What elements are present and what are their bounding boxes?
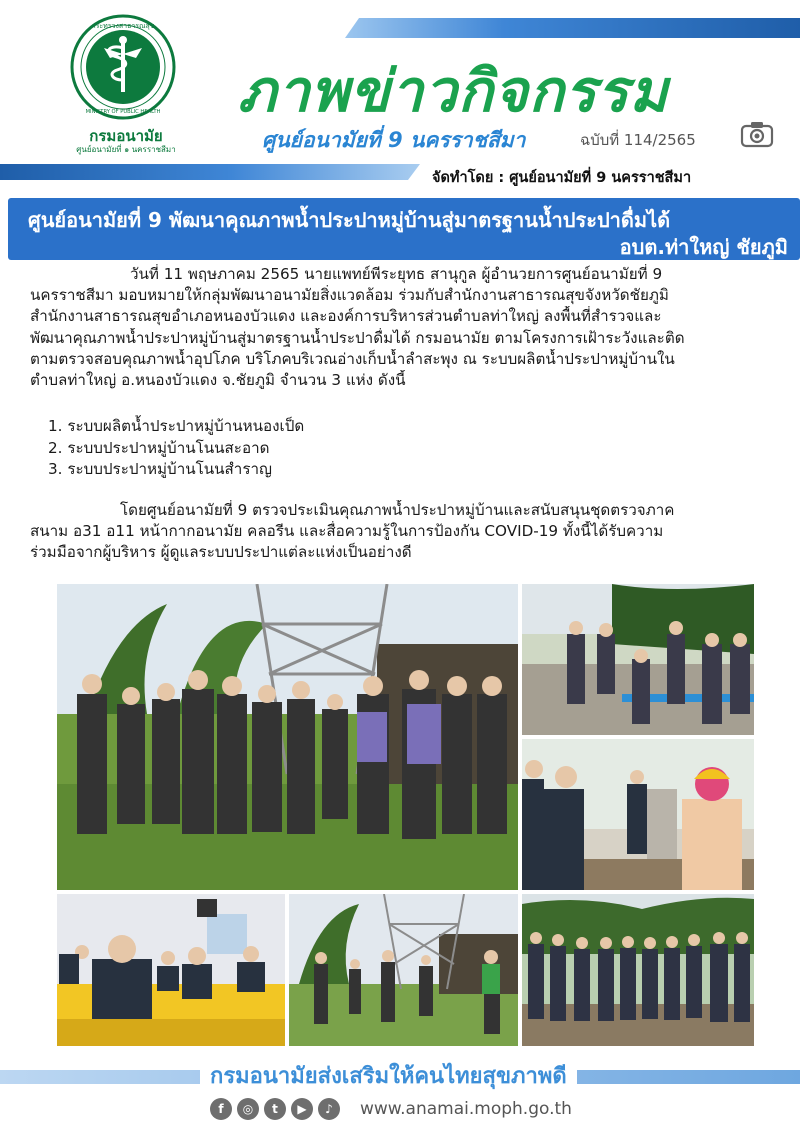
water-system-list <box>48 416 304 481</box>
paragraph-line: สนาม อ31 อ11 หน้ากากอนามัย คลอรีน และสื่อความรู้ในการป้องกัน COVID-19 ทั้งนี้ได้รับความ <box>30 522 664 541</box>
photo-meeting <box>57 894 285 1046</box>
header-bottom-stripe <box>0 164 420 180</box>
paragraph-intro <box>30 264 786 391</box>
logo-ring-bottom: MINISTRY OF PUBLIC HEALTH <box>85 109 161 115</box>
facebook-icon[interactable]: f <box>210 1098 232 1120</box>
headline-line-2: อบต.ท่าใหญ่ ชัยภูมิ <box>619 235 788 259</box>
line-icon[interactable]: ◎ <box>237 1098 259 1120</box>
photo-inspection-pipes <box>522 584 754 735</box>
footer-slogan: กรมอนามัยส่งเสริมให้คนไทยสุขภาพดี <box>200 1058 577 1093</box>
org-sub: ศูนย์อนามัยที่ ๑ นครราชสีมา <box>76 145 176 154</box>
paragraph-support <box>30 500 786 564</box>
social-links <box>210 1098 340 1120</box>
paragraph-line: ร่วมมือจากผู้บริหาร ผู้ดูแลระบบประปาแต่ละแห่งเป็นอย่างดี <box>30 543 412 562</box>
twitter-icon[interactable]: t <box>264 1098 286 1120</box>
organizer-credit: จัดทำโดย : ศูนย์อนามัยที่ 9 นครราชสีมา <box>432 170 692 186</box>
photo-group-tower <box>57 584 518 890</box>
paragraph-line: สำนักงานสาธารณสุขอำเภอหนองบัวแดง และองค์การบริหารส่วนตำบลท่าใหญ่ ลงพื้นที่สำรวจและ <box>30 307 662 326</box>
paragraph-line: พัฒนาคุณภาพน้ำประปาหมู่บ้านสู่มาตรฐานน้ำประปาดื่มได้ กรมอนามัย ตามโครงการเฝ้าระวังและติด <box>30 328 685 347</box>
headline-line-1: ศูนย์อนามัยที่ 9 พัฒนาคุณภาพน้ำประปาหมู่บ้านสู่มาตรฐานน้ำประปาดื่มได้ <box>28 208 671 232</box>
paragraph-line: นครราชสีมา มอบหมายให้กลุ่มพัฒนาอนามัยสิ่งแวดล้อม ร่วมกับสำนักงานสาธารณสุขจังหวัดชัยภูมิ <box>30 286 669 305</box>
header-top-stripe <box>345 18 800 38</box>
tiktok-icon[interactable]: ♪ <box>318 1098 340 1120</box>
camera-icon <box>740 120 774 148</box>
page-subtitle: ศูนย์อนามัยที่ 9 นครราชสีมา <box>262 128 526 152</box>
paragraph-line: วันที่ 11 พฤษภาคม 2565 นายแพทย์พีระยุทธ สานุกูล ผู้อำนวยการศูนย์อนามัยที่ 9 <box>130 265 663 283</box>
paragraph-line: โดยศูนย์อนามัยที่ 9 ตรวจประเมินคุณภาพน้ำประปาหมู่บ้านและสนับสนุนชุดตรวจภาค <box>120 501 675 519</box>
org-name: กรมอนามัย <box>89 127 163 145</box>
page-title: ภาพข่าวกิจกรรม <box>238 57 669 125</box>
photo-group-field-2 <box>522 894 754 1046</box>
list-item: 3. ระบบประปาหมู่บ้านโนนสำราญ <box>48 460 272 478</box>
website-link[interactable]: www.anamai.moph.go.th <box>360 1099 572 1119</box>
youtube-icon[interactable]: ▶ <box>291 1098 313 1120</box>
logo-ring-top: กระทรวงสาธารณสุข <box>91 22 155 30</box>
photo-field-group <box>289 894 518 1046</box>
headline-banner <box>8 198 800 260</box>
paragraph-line: ตำบลท่าใหญ่ อ.หนองบัวแดง จ.ชัยภูมิ จำนวน 3 แห่ง ดังนี้ <box>30 371 406 390</box>
issue-number: ฉบับที่ 114/2565 <box>580 131 696 149</box>
photo-inspection-tank <box>522 739 754 890</box>
list-item: 2. ระบบประปาหมู่บ้านโนนสะอาด <box>48 438 270 457</box>
paragraph-line: ตามตรวจสอบคุณภาพน้ำอุปโภค บริโภคบริเวณอ่างเก็บน้ำลำสะพุง ณ ระบบผลิตน้ำประปาหมู่บ้านใน <box>30 349 675 368</box>
list-item: 1. ระบบผลิตน้ำประปาหมู่บ้านหนองเป็ด <box>48 417 305 435</box>
ministry-logo <box>70 14 176 120</box>
